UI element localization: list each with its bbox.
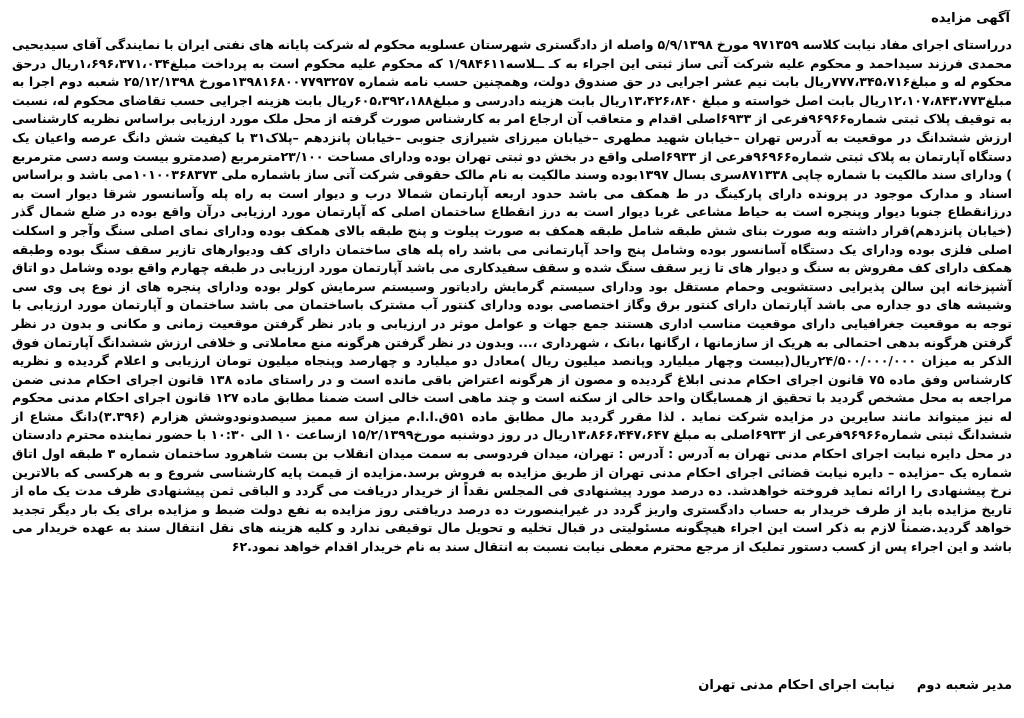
notice-title: آگهی مزایده bbox=[931, 11, 1010, 26]
signature-office: نیابت اجرای احکام مدنی تهران bbox=[698, 678, 895, 693]
notice-signature bbox=[698, 676, 1012, 696]
notice-body: درراستای اجرای مفاد نیابت کلاسه ۹۷۱۳۵۹ مورخ ۵/۹/۱۳۹۸ واصله از دادگستری شهرستان عسلویه محکوم له شرکت پایانه های نفتی ایران با نمایندگی آقای سیدیحیی محمدی فرزند سیداحمد و محکوم علیه شرکت آتی ساز ثبتی این اجراء به کـ ــلاسه۱/۹۸۴۶۱۱ که محکوم علیه محکوم است به پرداخت مبلغ۱،۶۹۶،۳۷۱،۰۳۴ریال درحق محکوم له و مبلغ۷۷۷،۳۴۵،۷۱۶ریال بابت نیم عشر اجرایی در حق صندوق دولت، وهمچنین حسب نامه شماره ۱۳۹۸۱۶۸۰۰۷۷۹۳۲۵۷مورخ ۲۵/۱۲/۱۳۹۸ شعبه دوم اجرا به مبلغ۱۲،۱۰۷،۸۴۳،۷۷۳ریال بابت اصل خواسته و مبلغ ۱۳،۴۲۶،۸۴۰ریال بابت هزینه دادرسی و مبلغ۶۰۵،۳۹۲،۱۸۸ریال بابت هزینه اجرایی حسب تقاضای محکوم له، نسبت به توقیف پلاک ثبتی شماره۹۶۹۶۶فرعی از ۶۹۳۳اصلی اقدام و متعاقب آن ارجاع امر به کارشناس صورت گرفته از محل ملک مورد ارزیابی براساس نظریه کارشناسی ارزش ششدانگ در موقعیت به آدرس تهران –خیابان شهید مطهری –خیابان میرزای شیرازی جنوبی –خیابان پانزدهم –پلاک۳۱ با کیفیت شش دانگ عرصه واعیان یک دستگاه آپارتمان به پلاک ثبتی شماره۹۶۹۶۶فرعی از ۶۹۳۳اصلی واقع در بخش دو ثبتی تهران بوده ودارای مساحت ۲۳/۱۰۰مترمربع (صدمترو بیست وسه دسی مترمربع ) ودارای سند مالکیت با شماره چاپی ۸۷۱۳۳۸سری بسال ۱۳۹۷بوده وسند مالکیت به نام مالک حقوقی شرکت آتی ساز باشماره ملی ۱۰۱۰۰۳۶۸۳۷۳می باشد و براساس اسناد و مدارک موجود در پرونده دارای پارکینگ در ط همکف می باشد حدود اربعه آپارتمان شمالا درب و دیوار است به راه پله وآسانسور شرقا دیوار است به درزانقطاع جنوبا دیوار وپنجره است به حیاط مشاعی غربا دیوار است به درز انقطاع ساختمان اصلی که آپارتمان مورد ارزیابی درآن واقع بوده در ضلع شمال گذر (خیابان پانزدهم)قرار داشته وبه صورت بنای شش طبقه شامل طبقه همکف به صورت پیلوت و پنج طبقه بالای همکف بوده ودارای نمای اصلی سنگ وآجر و اسکلت اصلی فلزی بوده ودارای یک دستگاه آسانسور بوده وشامل پنج واحد آپارتمانی می باشد راه پله های ساختمان دارای کف ودیوارهای تازیر سقف سنگ بوده وطبقه همکف دارای کف مفروش به سنگ و دیوار های تا زیر سقف سنگ شده و سقف سفیدکاری می باشد آپارتمان مورد ارزیابی در طبقه چهارم واقع بوده وشامل دو اتاق آشپزخانه اپن سالن پذیرایی دستشویی وحمام مستقل بود ودارای سیستم گرمایش رادیاتور وسیستم سرمایش کولر بوده ودارای پنجره های از نوع پی وی سی وشیشه های دو جداره می باشد آپارتمان دارای کنتور برق وگاز اختصاصی بوده ودارای کنتور آب مشترک باساختمان می باشد ساختمان و آپارتمان مورد ارزیابی با توجه به موقعیت جغرافیایی دارای موقعیت مناسب اداری هستند جمع جهات و عوامل موثر در ارزیابی و بادر نظر گرفتن موقعیت زمانی و مکانی و بدون در نظر گرفتن هرگونه بدهی احتمالی به هریک از سازمانها ، ارگانها ،بانک ، شهرداری ،... وبدون در نظر گرفتن هرگونه منع معاملاتی و خلافی ارزش ششدانگ آپارتمان فوق الذکر به میزان ۲۴/۵۰۰/۰۰۰/۰۰۰ریال(بیست وچهار میلیارد وپانصد میلیون ریال )معادل دو میلیارد و چهارصد وپنجاه میلیون تومان ارزیابی و اعلام گردیده و نظریه کارشناس وفق ماده ۷۵ قانون اجرای احکام مدنی ابلاغ گردیده و مصون از هرگونه اعتراض باقی مانده است و در راستای ماده ۱۳۸ قانون اجرای احکام مدنی ضمن مراجعه به محل مشخص گردید با تحقیق از همسایگان واحد خالی از سکنه است و چند ماهی است خالی است ضمنا مطابق ماده ۱۲۷ قانون اجرای احکام مدنی محکوم له نیز میتواند مانند سایرین در مزایده شرکت نماید . لذا مقرر گردید مال مطابق ماده ۵۱ق.ا.ا.م میزان سه ممیز سیصدونودوشش هزارم (۳.۳۹۶)دانگ مشاع از ششدانگ ثبتی شماره۹۶۹۶۶فرعی از ۶۹۳۳اصلی به مبلغ ۱۳،۸۶۶،۴۴۷،۶۴۷ریال در روز دوشنبه مورخ۱۵/۲/۱۳۹۹ ازساعت ۱۰ الی ۱۰:۳۰ با حضور نماینده محترم دادستان در محل دایره نیابت اجرای احکام مدنی تهران به آدرس : آدرس : تهران، میدان فردوسی به سمت میدان انقلاب بن بست شاهرود ساختمان شماره ۳ طبقه اول اتاق شماره یک –مزایده – دایره نیابت قضائی اجرای احکام مدنی تهران از طریق مزایده به فروش برسد.مزایده از قیمت پایه کارشناسی شروع و به هرکسی که بالاترین نرخ پیشنهادی را ارائه نماید فروخته خواهدشد. ده درصد مورد پیشنهادی فی المجلس نقداً از خریدار دریافت می گردد و الباقی ثمن پیشنهادی ظرف مدت یک ماه از تاریخ مزایده باید از طرف خریدار به حساب دادگستری واریز گردد در غیراینصورت ده درصد دریافتی روز مزایده به نفع دولت ضبط و مزایده برای یک بار دیگر تجدید خواهد گردید.ضمناً لازم به ذکر است این اجراء هیچگونه مسئولیتی در قبال تخلیه و تحویل مال توقیفی ندارد و کلیه هزینه های نقل انتقال سند به عهده خریدار می باشد و این اجراء پس از کسب دستور تملیک از مرجع محترم معطی نیابت نسبت به انتقال سند به نام خریدار اقدام خواهد نمود.۶۲ bbox=[12, 37, 1013, 555]
auction-notice bbox=[12, 8, 1012, 710]
signature-branch-manager: مدیر شعبه دوم bbox=[916, 678, 1012, 693]
